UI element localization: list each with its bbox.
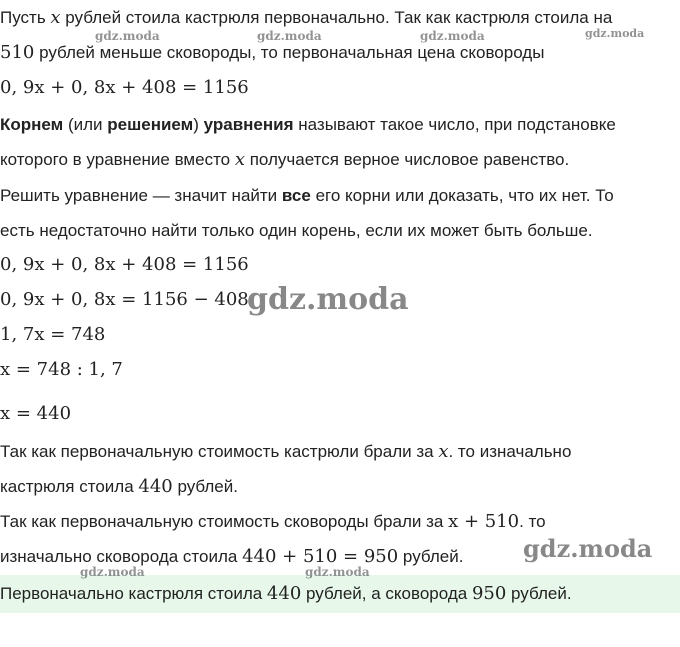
math-number: 440 [266, 583, 302, 604]
text-fragment: кастрюля стоила [0, 477, 139, 496]
text-fragment: . то изначально [448, 442, 572, 461]
text-fragment: рублей меньше сковороды, то первоначальная цена сковороды [34, 43, 545, 62]
text-fragment: Пусть [0, 8, 51, 27]
equation-text: 1, 7x = 748 [0, 324, 106, 345]
text-line-5 [0, 149, 569, 171]
text-fragment: которого в уравнение вместо [0, 150, 235, 169]
equation-3 [0, 289, 249, 311]
text-fragment: рублей стоила кастрюля первоначально. Так как кастрюля стоила на [60, 8, 613, 27]
watermark: gdz.moda [523, 534, 653, 563]
text-fragment: есть недостаточно найти только один корень, если их может быть больше. [0, 221, 593, 240]
math-number: 950 [471, 583, 507, 604]
math-variable: x [234, 149, 245, 170]
text-line-1 [0, 7, 612, 29]
text-fragment: Решить уравнение — значит найти [0, 186, 282, 205]
text-fragment: ) [193, 115, 204, 134]
text-fragment: (или [63, 115, 108, 134]
bold-term: уравнения [203, 115, 294, 134]
watermark: gdz.moda [257, 29, 322, 43]
equation-5 [0, 359, 123, 381]
bold-term: Корнем [0, 115, 64, 134]
text-fragment: Так как первоначальную стоимость сковороды брали за [0, 512, 449, 531]
text-fragment: Первоначально кастрюля стоила [0, 584, 267, 603]
equation-1 [0, 77, 249, 99]
equation-text: 0, 9x + 0, 8x = 1156 − 408 [0, 289, 249, 310]
text-fragment: рублей. [172, 477, 238, 496]
math-expression: x + 510 [448, 511, 520, 532]
equation-6 [0, 403, 71, 425]
watermark: gdz.moda [305, 565, 370, 579]
text-line-7 [0, 220, 593, 242]
text-line-13 [0, 441, 571, 463]
math-variable: x [438, 441, 449, 462]
equation-text: x = 748 : 1, 7 [0, 359, 123, 380]
watermark: gdz.moda [585, 27, 645, 40]
equation-text: x = 440 [0, 403, 72, 424]
text-line-2 [0, 42, 544, 64]
text-fragment: изначально сковорода стоила [0, 547, 243, 566]
text-line-14 [0, 476, 238, 498]
equation-4 [0, 324, 105, 346]
text-fragment: рублей. [398, 547, 464, 566]
text-line-15 [0, 511, 546, 533]
text-fragment: называют такое число, при подстановке [293, 115, 616, 134]
bold-term: все [281, 186, 311, 205]
math-expression: 440 + 510 = 950 [242, 546, 399, 567]
watermark: gdz.moda [247, 282, 409, 317]
equation-text: 0, 9x + 0, 8x + 408 = 1156 [0, 77, 249, 98]
text-line-16 [0, 546, 463, 568]
equation-2 [0, 254, 249, 276]
text-line-6 [0, 185, 614, 207]
math-number: 440 [138, 476, 173, 497]
text-fragment: . то [519, 512, 546, 531]
math-variable: x [50, 7, 61, 28]
text-fragment: рублей, а сковорода [301, 584, 472, 603]
answer-line [0, 583, 572, 605]
equation-text: 0, 9x + 0, 8x + 408 = 1156 [0, 254, 249, 275]
text-fragment: получается верное числовое равенство. [245, 150, 570, 169]
text-line-4 [0, 114, 616, 136]
math-number: 510 [0, 42, 35, 63]
watermark: gdz.moda [420, 29, 485, 43]
watermark: gdz.moda [80, 565, 145, 579]
text-fragment: рублей. [506, 584, 572, 603]
watermark: gdz.moda [95, 29, 160, 43]
bold-term: решением [107, 115, 194, 134]
text-fragment: Так как первоначальную стоимость кастрюли брали за [0, 442, 439, 461]
text-fragment: его корни или доказать, что их нет. То [310, 186, 614, 205]
